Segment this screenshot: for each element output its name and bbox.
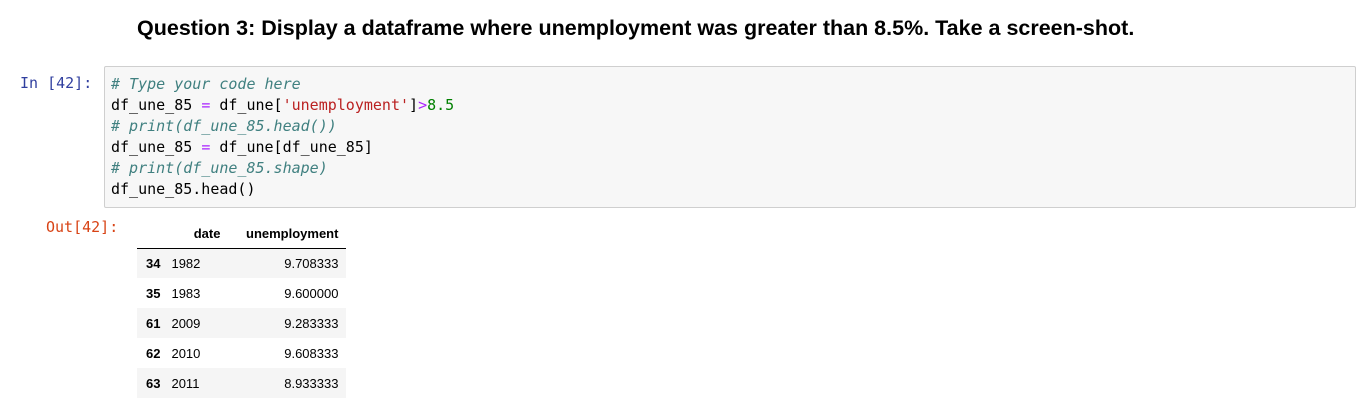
code-operator: > bbox=[418, 96, 428, 114]
table-row bbox=[137, 368, 346, 398]
cell-date: 2011 bbox=[171, 375, 200, 391]
code-line bbox=[111, 74, 1355, 95]
row-index: 63 bbox=[146, 375, 161, 391]
code-token: df_une_85.head() bbox=[111, 180, 256, 198]
index-header bbox=[137, 220, 168, 248]
code-comment: # print(df_une_85.head()) bbox=[111, 117, 337, 135]
cell-unemployment: 9.283333 bbox=[284, 315, 339, 331]
code-line bbox=[111, 158, 1355, 179]
cell-unemployment: 9.708333 bbox=[284, 255, 339, 271]
code-line bbox=[111, 137, 1355, 158]
table-row bbox=[137, 338, 346, 368]
code-token: df_une_85 bbox=[111, 138, 202, 156]
table-row bbox=[137, 248, 346, 278]
column-header-date: date bbox=[168, 220, 228, 248]
code-comment: # Type your code here bbox=[111, 75, 301, 93]
cell-date: 2010 bbox=[171, 345, 201, 361]
output-prompt: Out[42]: bbox=[46, 218, 119, 236]
code-string: 'unemployment' bbox=[282, 96, 410, 114]
code-token: df_une_85 bbox=[111, 96, 202, 114]
code-line bbox=[111, 179, 1355, 200]
code-comment: # print(df_une_85.shape) bbox=[111, 159, 328, 177]
table-row bbox=[137, 278, 346, 308]
dataframe-output-table bbox=[137, 220, 346, 398]
code-line bbox=[111, 116, 1355, 137]
cell-unemployment: 8.933333 bbox=[284, 375, 339, 391]
code-number: 8.5 bbox=[427, 96, 455, 114]
code-operator: = bbox=[201, 96, 211, 114]
question-heading: Question 3: Display a dataframe where unemployment was greater than 8.5%. Take a screen-shot. bbox=[137, 16, 1135, 40]
cell-unemployment: 9.608333 bbox=[284, 345, 339, 361]
row-index: 61 bbox=[146, 315, 161, 331]
column-header-unemployment: unemployment bbox=[228, 220, 346, 248]
table-header-row bbox=[137, 220, 346, 248]
code-line bbox=[111, 95, 1355, 116]
row-index: 35 bbox=[146, 285, 161, 301]
code-token: ] bbox=[409, 96, 419, 114]
code-token: df_une[df_une_85] bbox=[210, 138, 373, 156]
cell-date: 2009 bbox=[171, 315, 201, 331]
code-token: df_une[ bbox=[210, 96, 283, 114]
table-row bbox=[137, 308, 346, 338]
cell-date: 1982 bbox=[171, 255, 201, 271]
cell-unemployment: 9.600000 bbox=[284, 285, 339, 301]
row-index: 62 bbox=[146, 345, 161, 361]
input-prompt: In [42]: bbox=[20, 74, 93, 92]
code-cell-editor[interactable] bbox=[104, 66, 1356, 208]
code-operator: = bbox=[201, 138, 211, 156]
cell-date: 1983 bbox=[171, 285, 201, 301]
row-index: 34 bbox=[146, 255, 161, 271]
